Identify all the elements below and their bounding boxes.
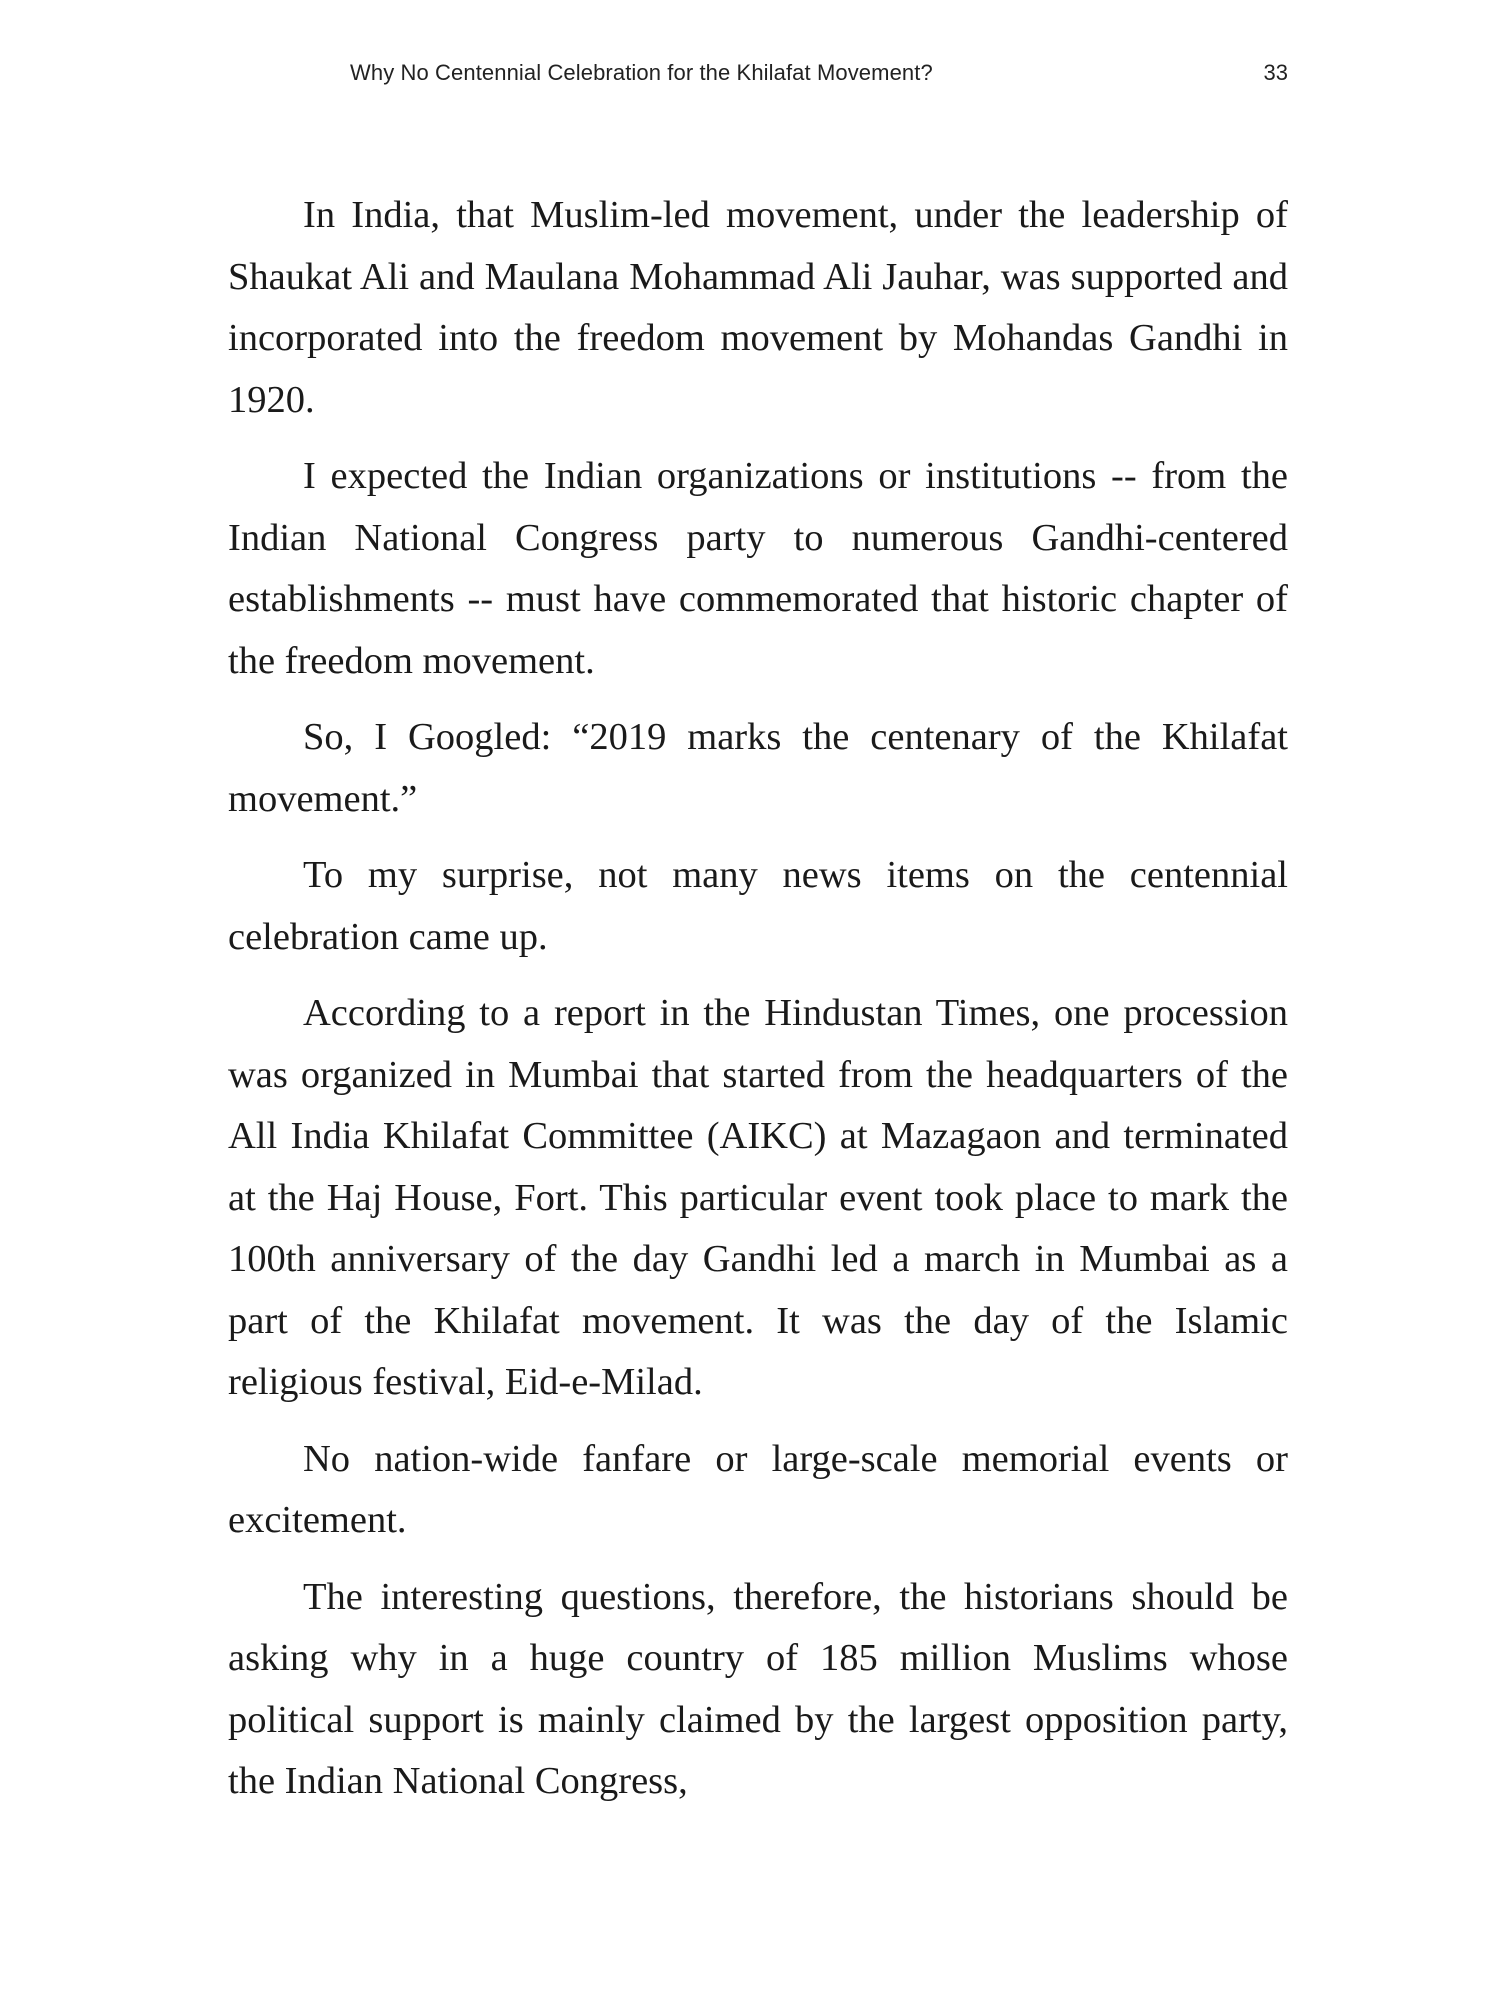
paragraph: In India, that Muslim-led movement, under the leadership of Shaukat Ali and Maulana Mohammad Ali Jauhar, was supported and incorporated into the freedom movement by Mohandas Gandhi in 1920. xyxy=(228,194,1288,421)
running-header-title: Why No Centennial Celebration for the Khilafat Movement? xyxy=(350,60,933,85)
page-number: 33 xyxy=(1263,60,1288,85)
running-header xyxy=(228,54,1288,94)
paragraph: The interesting questions, therefore, the historians should be asking why in a huge country of 185 million Muslims whose political support is mainly claimed by the largest opposition party, the Indian National Congress, xyxy=(228,1575,1288,1802)
paragraph: To my surprise, not many news items on the centennial celebration came up. xyxy=(228,854,1288,958)
paragraph: No nation-wide fanfare or large-scale memorial events or excitement. xyxy=(228,1437,1288,1541)
paragraph: So, I Googled: “2019 marks the centenary of the Khilafat movement.” xyxy=(228,716,1288,820)
paragraph: I expected the Indian organizations or institutions -- from the Indian National Congress party to numerous Gandhi-centered establishments -- must have commemorated that historic chapter of the freedom movement. xyxy=(228,455,1288,682)
body-text xyxy=(228,185,1288,1828)
paragraph: According to a report in the Hindustan Times, one procession was organized in Mumbai that started from the headquarters of the All India Khilafat Committee (AIKC) at Mazagaon and terminated at the Haj House, Fort. This particular event took place to mark the 100th anniversary of the day Gandhi led a march in Mumbai as a part of the Khilafat movement. It was the day of the Islamic religious festival, Eid-e-Milad. xyxy=(228,992,1288,1403)
